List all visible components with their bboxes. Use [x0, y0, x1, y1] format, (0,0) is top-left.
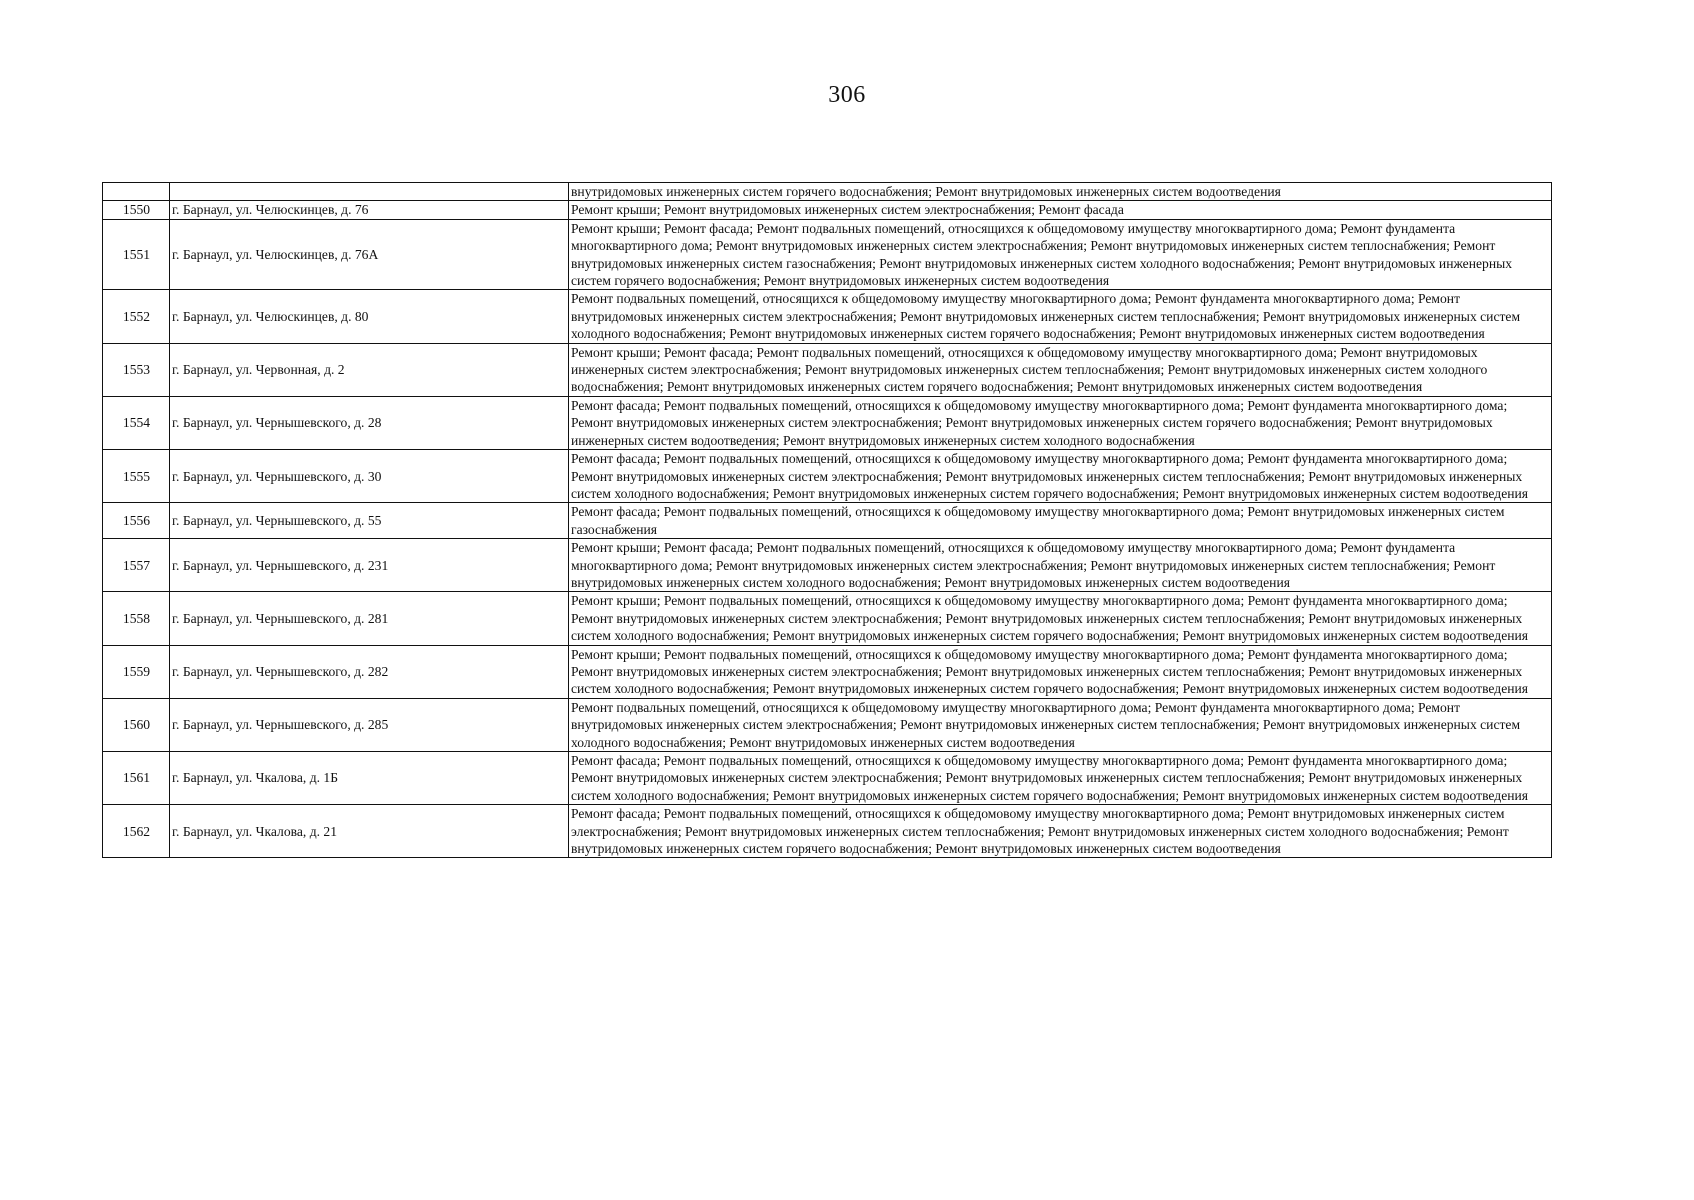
table-row	[103, 698, 1552, 751]
row-number-cell: 1559	[103, 645, 170, 698]
address-cell: г. Барнаул, ул. Чкалова, д. 21	[170, 805, 569, 858]
address-cell: г. Барнаул, ул. Чкалова, д. 1Б	[170, 752, 569, 805]
table-row	[103, 805, 1552, 858]
address-cell: г. Барнаул, ул. Чернышевского, д. 30	[170, 450, 569, 503]
works-cell: Ремонт подвальных помещений, относящихся к общедомовому имуществу многоквартирного дома; Ремонт фундамента многоквартирного дома; Ремонт внутридомовых инженерных систем электроснабжения; Ремонт внутридомовых инженерных систем теплоснабжения; Ремонт внутридомовых инженерных систем холодного водоснабжения; Ремонт внутридомовых инженерных систем горячего водоснабжения; Ремонт внутридомовых инженерных систем водоотведения	[569, 290, 1552, 343]
row-number-cell: 1561	[103, 752, 170, 805]
row-number-cell: 1556	[103, 503, 170, 539]
row-number-cell: 1562	[103, 805, 170, 858]
table-row	[103, 183, 1552, 201]
address-cell	[170, 183, 569, 201]
address-cell: г. Барнаул, ул. Чернышевского, д. 231	[170, 539, 569, 592]
row-number-cell: 1553	[103, 343, 170, 396]
address-cell: г. Барнаул, ул. Червонная, д. 2	[170, 343, 569, 396]
row-number-cell: 1552	[103, 290, 170, 343]
works-cell: Ремонт крыши; Ремонт подвальных помещений, относящихся к общедомовому имуществу многоквартирного дома; Ремонт фундамента многоквартирного дома; Ремонт внутридомовых инженерных систем электроснабжения; Ремонт внутридомовых инженерных систем теплоснабжения; Ремонт внутридомовых инженерных систем холодного водоснабжения; Ремонт внутридомовых инженерных систем горячего водоснабжения; Ремонт внутридомовых инженерных систем водоотведения	[569, 592, 1552, 645]
works-cell: Ремонт фасада; Ремонт подвальных помещений, относящихся к общедомовому имуществу многоквартирного дома; Ремонт фундамента многоквартирного дома; Ремонт внутридомовых инженерных систем электроснабжения; Ремонт внутридомовых инженерных систем теплоснабжения; Ремонт внутридомовых инженерных систем холодного водоснабжения; Ремонт внутридомовых инженерных систем горячего водоснабжения; Ремонт внутридомовых инженерных систем водоотведения	[569, 752, 1552, 805]
address-cell: г. Барнаул, ул. Чернышевского, д. 285	[170, 698, 569, 751]
works-cell: Ремонт фасада; Ремонт подвальных помещений, относящихся к общедомовому имуществу многоквартирного дома; Ремонт внутридомовых инженерных систем электроснабжения; Ремонт внутридомовых инженерных систем теплоснабжения; Ремонт внутридомовых инженерных систем холодного водоснабжения; Ремонт внутридомовых инженерных систем горячего водоснабжения; Ремонт внутридомовых инженерных систем водоотведения	[569, 805, 1552, 858]
works-cell: Ремонт крыши; Ремонт внутридомовых инженерных систем электроснабжения; Ремонт фасада	[569, 201, 1552, 219]
row-number-cell: 1551	[103, 219, 170, 290]
table-row	[103, 450, 1552, 503]
works-cell: внутридомовых инженерных систем горячего водоснабжения; Ремонт внутридомовых инженерных систем водоотведения	[569, 183, 1552, 201]
address-cell: г. Барнаул, ул. Челюскинцев, д. 80	[170, 290, 569, 343]
table-row	[103, 396, 1552, 449]
row-number-cell: 1550	[103, 201, 170, 219]
table-row	[103, 343, 1552, 396]
table-row	[103, 592, 1552, 645]
address-cell: г. Барнаул, ул. Чернышевского, д. 28	[170, 396, 569, 449]
works-cell: Ремонт крыши; Ремонт подвальных помещений, относящихся к общедомовому имуществу многоквартирного дома; Ремонт фундамента многоквартирного дома; Ремонт внутридомовых инженерных систем электроснабжения; Ремонт внутридомовых инженерных систем теплоснабжения; Ремонт внутридомовых инженерных систем холодного водоснабжения; Ремонт внутридомовых инженерных систем горячего водоснабжения; Ремонт внутридомовых инженерных систем водоотведения	[569, 645, 1552, 698]
row-number-cell: 1557	[103, 539, 170, 592]
address-cell: г. Барнаул, ул. Челюскинцев, д. 76А	[170, 219, 569, 290]
row-number-cell	[103, 183, 170, 201]
works-cell: Ремонт фасада; Ремонт подвальных помещений, относящихся к общедомовому имуществу многоквартирного дома; Ремонт внутридомовых инженерных систем газоснабжения	[569, 503, 1552, 539]
page-number: 306	[828, 82, 866, 108]
table-row	[103, 645, 1552, 698]
table-row	[103, 752, 1552, 805]
row-number-cell: 1558	[103, 592, 170, 645]
address-cell: г. Барнаул, ул. Челюскинцев, д. 76	[170, 201, 569, 219]
works-cell: Ремонт крыши; Ремонт фасада; Ремонт подвальных помещений, относящихся к общедомовому имуществу многоквартирного дома; Ремонт фундамента многоквартирного дома; Ремонт внутридомовых инженерных систем электроснабжения; Ремонт внутридомовых инженерных систем теплоснабжения; Ремонт внутридомовых инженерных систем газоснабжения; Ремонт внутридомовых инженерных систем холодного водоснабжения; Ремонт внутридомовых инженерных систем горячего водоснабжения; Ремонт внутридомовых инженерных систем водоотведения	[569, 219, 1552, 290]
address-cell: г. Барнаул, ул. Чернышевского, д. 55	[170, 503, 569, 539]
row-number-cell: 1555	[103, 450, 170, 503]
row-number-cell: 1554	[103, 396, 170, 449]
address-cell: г. Барнаул, ул. Чернышевского, д. 282	[170, 645, 569, 698]
works-cell: Ремонт крыши; Ремонт фасада; Ремонт подвальных помещений, относящихся к общедомовому имуществу многоквартирного дома; Ремонт фундамента многоквартирного дома; Ремонт внутридомовых инженерных систем электроснабжения; Ремонт внутридомовых инженерных систем теплоснабжения; Ремонт внутридомовых инженерных систем холодного водоснабжения; Ремонт внутридомовых инженерных систем водоотведения	[569, 539, 1552, 592]
works-cell: Ремонт подвальных помещений, относящихся к общедомовому имуществу многоквартирного дома; Ремонт фундамента многоквартирного дома; Ремонт внутридомовых инженерных систем электроснабжения; Ремонт внутридомовых инженерных систем теплоснабжения; Ремонт внутридомовых инженерных систем холодного водоснабжения; Ремонт внутридомовых инженерных систем водоотведения	[569, 698, 1552, 751]
table-row	[103, 503, 1552, 539]
table-row	[103, 539, 1552, 592]
table-row	[103, 219, 1552, 290]
works-cell: Ремонт фасада; Ремонт подвальных помещений, относящихся к общедомовому имуществу многоквартирного дома; Ремонт фундамента многоквартирного дома; Ремонт внутридомовых инженерных систем электроснабжения; Ремонт внутридомовых инженерных систем теплоснабжения; Ремонт внутридомовых инженерных систем холодного водоснабжения; Ремонт внутридомовых инженерных систем горячего водоснабжения; Ремонт внутридомовых инженерных систем водоотведения	[569, 450, 1552, 503]
works-cell: Ремонт крыши; Ремонт фасада; Ремонт подвальных помещений, относящихся к общедомовому имуществу многоквартирного дома; Ремонт внутридомовых инженерных систем электроснабжения; Ремонт внутридомовых инженерных систем теплоснабжения; Ремонт внутридомовых инженерных систем холодного водоснабжения; Ремонт внутридомовых инженерных систем горячего водоснабжения; Ремонт внутридомовых инженерных систем водоотведения	[569, 343, 1552, 396]
address-cell: г. Барнаул, ул. Чернышевского, д. 281	[170, 592, 569, 645]
row-number-cell: 1560	[103, 698, 170, 751]
table-row	[103, 201, 1552, 219]
repair-register-table	[102, 182, 1552, 858]
table-row	[103, 290, 1552, 343]
works-cell: Ремонт фасада; Ремонт подвальных помещений, относящихся к общедомовому имуществу многоквартирного дома; Ремонт фундамента многоквартирного дома; Ремонт внутридомовых инженерных систем электроснабжения; Ремонт внутридомовых инженерных систем горячего водоснабжения; Ремонт внутридомовых инженерных систем водоотведения; Ремонт внутридомовых инженерных систем холодного водоснабжения	[569, 396, 1552, 449]
